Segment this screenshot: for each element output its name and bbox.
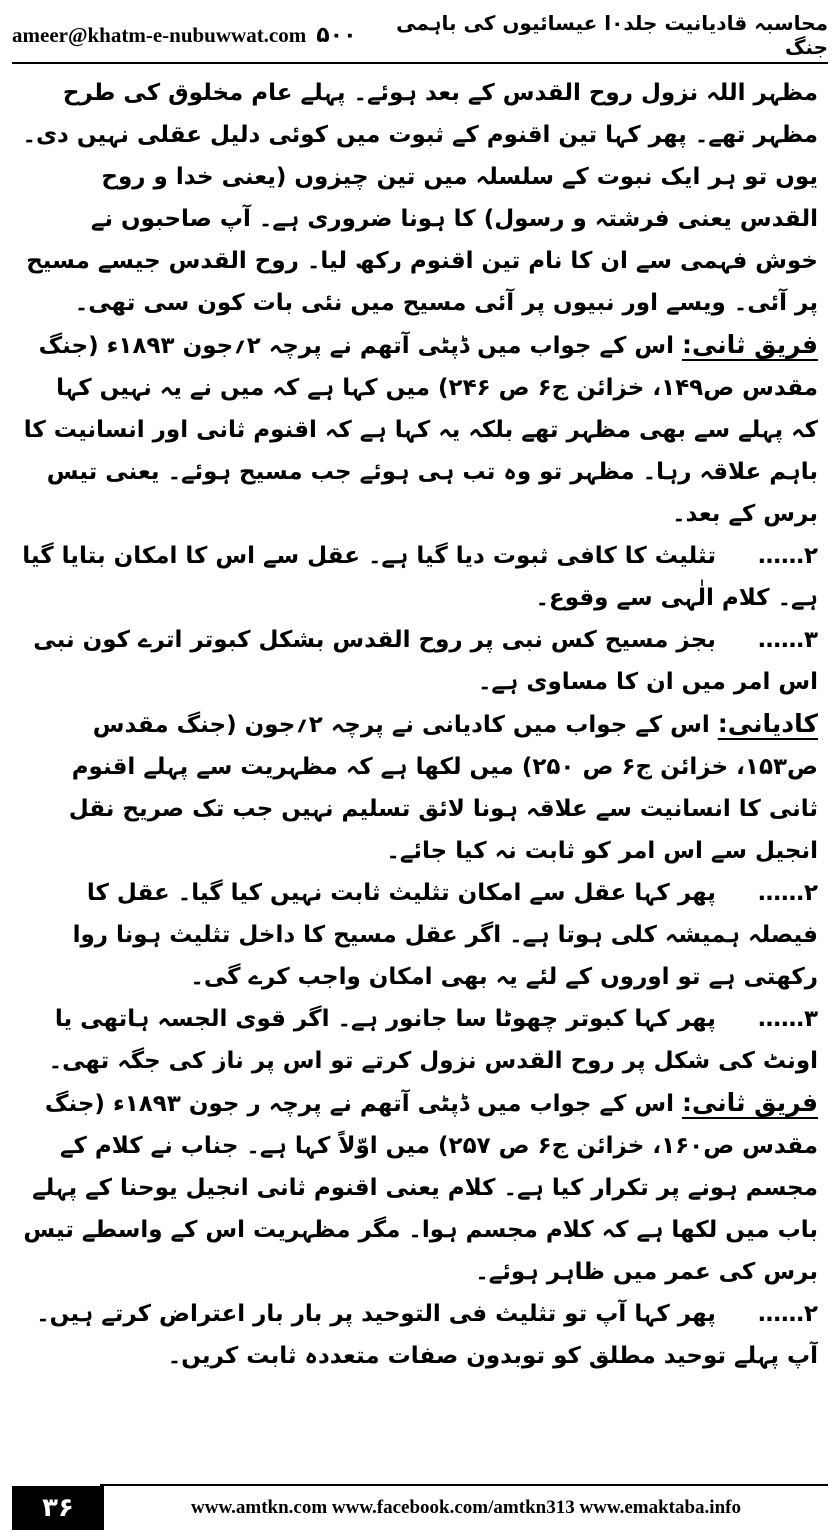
header-email: ameer@khatm-e-nubuwwat.com [12,22,307,47]
paragraph [22,872,818,998]
header-page-number: ۵۰۰ [316,22,357,48]
body-text [22,72,818,1462]
page-footer [12,1486,828,1530]
paragraph [22,535,818,619]
paragraph-text: مظہر اللہ نزول روح القدس کے بعد ہوئے۔ پہلے عام مخلوق کی طرح مظہر تھے۔ پھر کہا تین اقنوم کے ثبوت میں کوئی دلیل عقلی نہیں دی۔ یوں تو ہر ایک نبوت کے سلسلہ میں تین چیزوں (یعنی خدا و روح القدس یعنی فرشتہ و رسول) کا ہونا ضروری ہے۔ آپ صاحبوں نے خوش فہمی سے ان کا نام تین اقنوم رکھ لیا۔ روح القدس جیسے مسیح پر آئی۔ ویسے اور نبیوں پر آئی مسیح میں نئی بات کون سی تھی۔ [22,80,818,316]
paragraph-text: بجز مسیح کس نبی پر روح القدس بشکل کبوتر اترے کون نبی اس امر میں ان کا مساوی ہے۔ [33,627,818,695]
paragraph [22,324,818,535]
paragraph-text: پھر کہا آپ تو تثلیث فی التوحید پر بار بار اعتراض کرتے ہیں۔ آپ پہلے توحید مطلق کو توبدون صفات متعددہ ثابت کریں۔ [36,1301,818,1369]
footer-links[interactable]: www.amtkn.com www.facebook.com/amtkn313 www.emaktaba.info [191,1497,741,1518]
paragraph [22,72,818,324]
page-header [12,10,828,60]
paragraph-text: پھر کہا عقل سے امکان تثلیث ثابت نہیں کیا گیا۔ عقل کا فیصلہ ہمیشہ کلی ہوتا ہے۔ اگر عقل مسیح کا داخل تثلیث ہونا روا رکھتی ہے تو اوروں کے لئے یہ بھی امکان واجب کرے گی۔ [72,880,818,990]
paragraph [22,619,818,703]
paragraph-text: اس کے جواب میں ڈپٹی آتھم نے پرچہ ر جون ۱۸۹۳ء (جنگ مقدس ص۱۶۰، خزائن ج۶ ص ۲۵۷) میں اوّلاً کہا ہے۔ جناب نے کلام کے مجسم ہونے پر تکرار کیا ہے۔ کلام یعنی اقنوم ثانی انجیل یوحنا کے پہلے باب میں لکھا ہے کہ کلام مجسم ہوا۔ مگر مظہریت اس کے واسطے تیس برس کی عمر میں ظاہر ہوئے۔ [23,1091,818,1285]
point-number: ۲…… [757,1301,818,1327]
paragraph [22,1082,818,1293]
paragraph [22,703,818,872]
paragraph-text: پھر کہا کبوتر چھوٹا سا جانور ہے۔ اگر قوی الجسہ ہاتھی یا اونٹ کی شکل پر روح القدس نزول کرتے تو اس پر ناز کی جگہ تھی۔ [48,1006,818,1074]
paragraph [22,1293,818,1377]
speaker-label: کادیانی: [717,709,818,738]
speaker-label: فریق ثانی: [682,1088,818,1117]
speaker-label: فریق ثانی: [682,330,818,359]
paragraph-text: اس کے جواب میں کادیانی نے پرچہ ۲؍جون (جنگ مقدس ص۱۵۳، خزائن ج۶ ص ۲۵۰) میں لکھا ہے کہ مظہریت سے پہلے اقنوم ثانی کا انسانیت سے علاقہ ہونا لائق تسلیم نہیں جب تک صریح نقل انجیل سے اس امر کو ثابت نہ کیا جائے۔ [68,712,818,864]
header-title: محاسبہ قادیانیت جلد۰ا عیسائیوں کی باہمی جنگ [396,11,828,59]
paragraph [22,998,818,1082]
point-number: ۳…… [757,627,818,653]
point-number: ۲…… [757,543,818,569]
paragraph-text: اس کے جواب میں ڈپٹی آتھم نے پرچہ ۲؍جون ۱۸۹۳ء (جنگ مقدس ص۱۴۹، خزائن ج۶ ص ۲۴۶) میں کہا ہے کہ میں نے یہ نہیں کہا کہ پہلے سے بھی مظہر تھے بلکہ یہ کہا ہے کہ اقنوم ثانی اور انسانیت کا باہم علاقہ رہا۔ مظہر تو وہ تب ہی ہوئے جب مسیح ہوئے۔ یعنی تیس برس کے بعد۔ [23,333,818,527]
footer-page-number: ۳۶ [12,1486,104,1530]
point-number: ۳…… [757,1006,818,1032]
point-number: ۲…… [757,880,818,906]
paragraph-text: تثلیث کا کافی ثبوت دیا گیا ہے۔ عقل سے اس کا امکان بتایا گیا ہے۔ کلام الٰہی سے وقوع۔ [22,543,818,611]
header-divider [12,62,828,64]
